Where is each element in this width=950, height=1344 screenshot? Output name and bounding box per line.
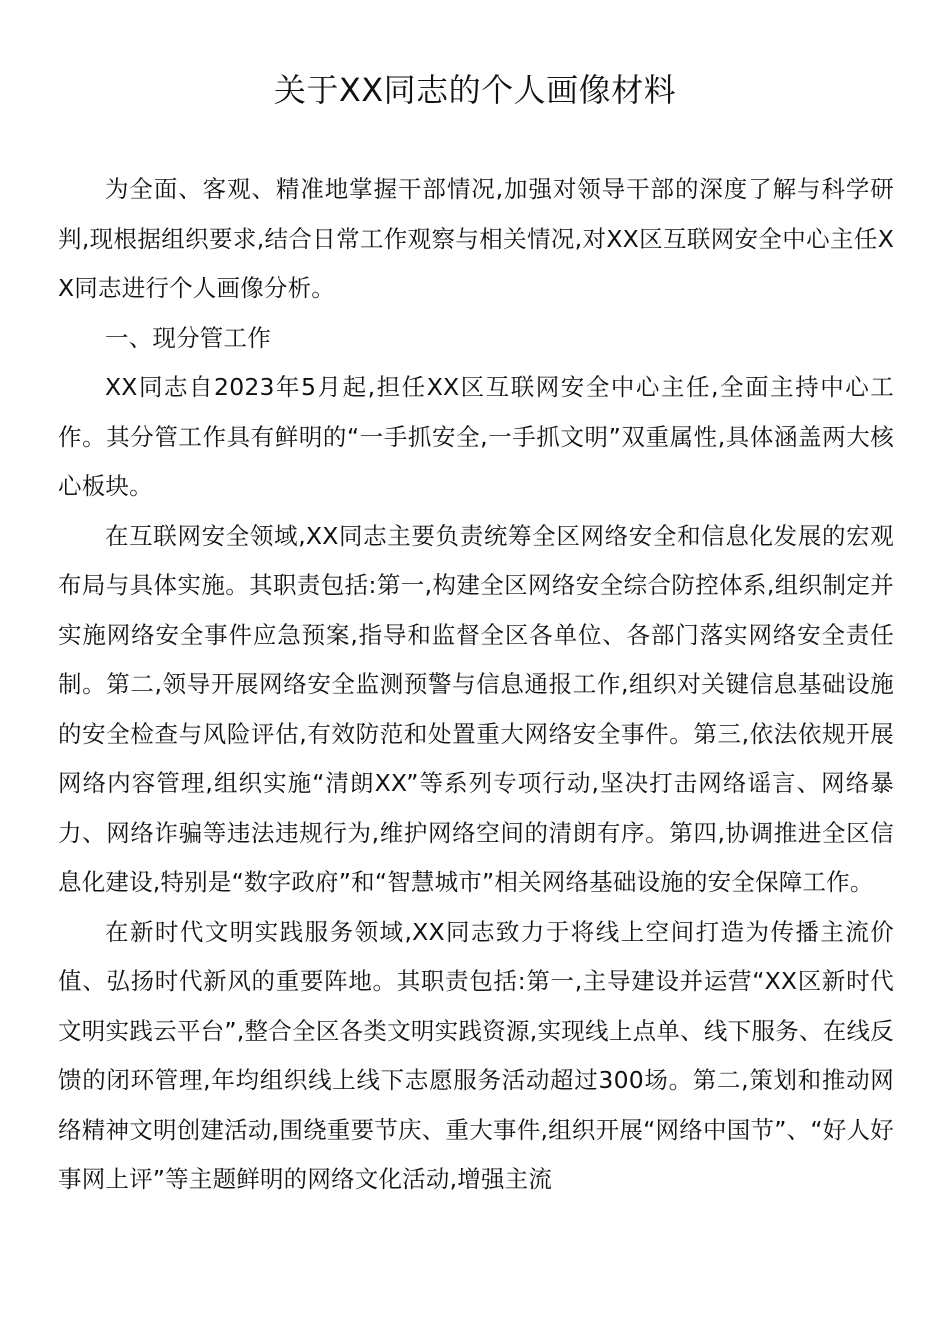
paragraph-internet-security: 在互联网安全领域,XX同志主要负责统筹全区网络安全和信息化发展的宏观布局与具体实施。其职责包括:第一,构建全区网络安全综合防控体系,组织制定并实施网络安全事件应急预案,指导和监督全区各单位、各部门落实网络安全责任制。第二,领导开展网络安全监测预警与信息通报工作,组织对关键信息基础设施的安全检查与风险评估,有效防范和处置重大网络安全事件。第三,依法依规开展网络内容管理,组织实施“清朗XX”等系列专项行动,坚决打击网络谣言、网络暴力、网络诈骗等违法违规行为,维护网络空间的清朗有序。第四,协调推进全区信息化建设,特别是“数字政府”和“智慧城市”相关网络基础设施的安全保障工作。 bbox=[58, 521, 894, 896]
paragraph-civilization-practice: 在新时代文明实践服务领域,XX同志致力于将线上空间打造为传播主流价值、弘扬时代新风的重要阵地。其职责包括:第一,主导建设并运营“XX区新时代文明实践云平台”,整合全区各类文明实践资源,实现线上点单、线下服务、在线反馈的闭环管理,年均组织线上线下志愿服务活动超过300场。第二,策划和推动网络精神文明创建活动,围绕重要节庆、重大事件,组织开展“网络中国节”、“好人好事网上评”等主题鲜明的网络文化活动,增强主流 bbox=[58, 917, 894, 1193]
paragraph-intro: 为全面、客观、精准地掌握干部情况,加强对领导干部的深度了解与科学研判,现根据组织要求,结合日常工作观察与相关情况,对XX区互联网安全中心主任XX同志进行个人画像分析。 bbox=[58, 175, 894, 302]
section-heading: 一、现分管工作 bbox=[105, 323, 271, 352]
page-title: 关于XX同志的个人画像材料 bbox=[273, 71, 677, 109]
paragraph-overview: XX同志自2023年5月起,担任XX区互联网安全中心主任,全面主持中心工作。其分管工作具有鲜明的“一手抓安全,一手抓文明”双重属性,具体涵盖两大核心板块。 bbox=[58, 373, 894, 500]
document-body bbox=[58, 165, 894, 1205]
